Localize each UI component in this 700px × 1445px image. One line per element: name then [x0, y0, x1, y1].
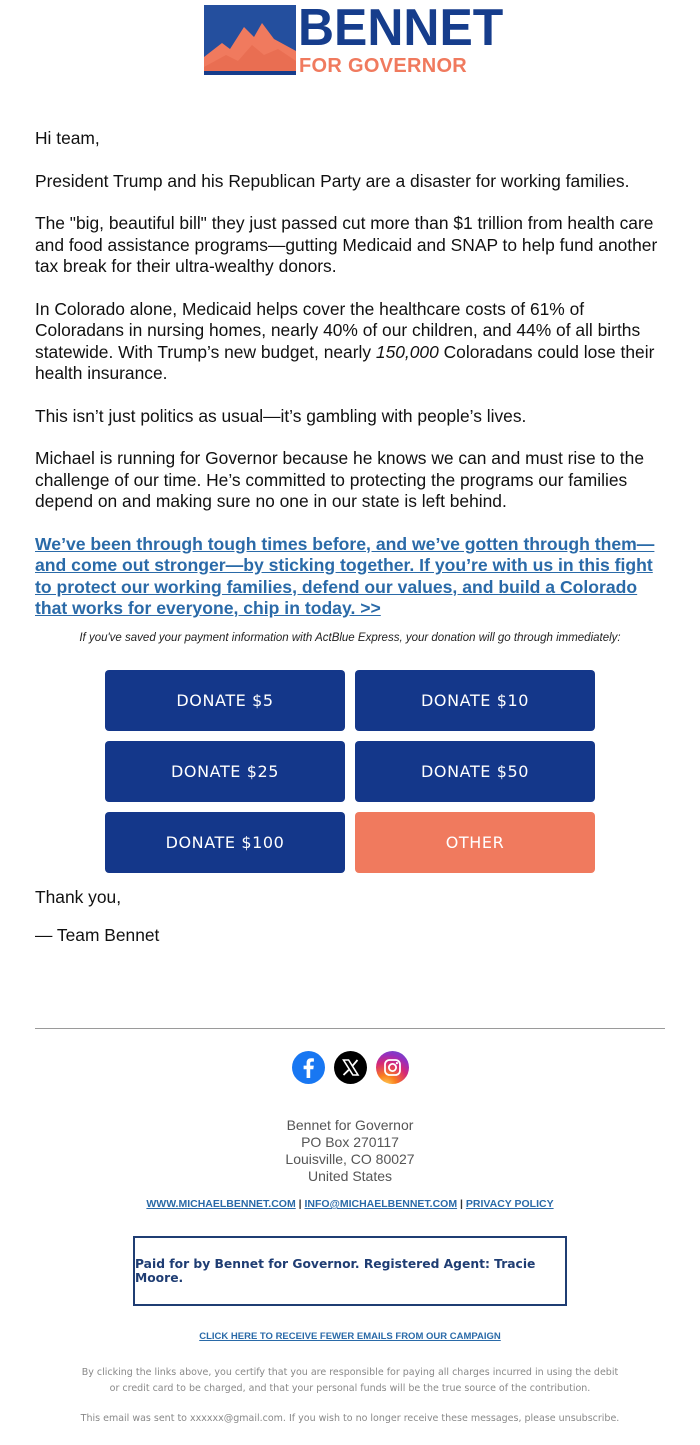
actblue-express-note: If you've saved your payment information with ActBlue Express, your donation will go through immediately:	[79, 631, 621, 644]
footer-links	[0, 1198, 700, 1210]
address-line: Louisville, CO 80027	[285, 1151, 415, 1167]
paragraph-3-emphasis: 150,000	[375, 341, 439, 362]
social-links	[292, 1051, 410, 1084]
address-line: Bennet for Governor	[286, 1117, 414, 1133]
colorado-mountain-logo-icon	[204, 5, 296, 75]
address-line: PO Box 270117	[301, 1134, 399, 1150]
signoff: — Team Bennet	[35, 924, 160, 945]
facebook-icon[interactable]	[292, 1051, 325, 1084]
donate-other-button[interactable]: OTHER	[355, 812, 595, 873]
paid-for-disclaimer	[133, 1236, 567, 1306]
donate-button-grid	[105, 670, 595, 873]
footer-divider	[35, 1028, 665, 1029]
donate-100-button[interactable]: DONATE $100	[105, 812, 345, 873]
legal-disclaimer: By clicking the links above, you certify that you are responsible for paying all charges incurred in using the debit or credit card to be charged, and that your personal funds will be the true source of the contribution.	[81, 1367, 619, 1394]
address-line: United States	[307, 1168, 393, 1184]
donate-50-button[interactable]: DONATE $50	[355, 741, 595, 802]
paragraph-2: The "big, beautiful bill" they just passed cut more than $1 trillion from health care and food assistance programs—gutting Medicaid and SNAP to help fund another tax break for their ultra-wealthy donors.	[35, 213, 658, 276]
x-icon[interactable]	[334, 1051, 367, 1084]
email-link[interactable]: INFO@MICHAELBENNET.COM	[304, 1198, 458, 1210]
thank-you: Thank you,	[35, 887, 122, 907]
logo-subtitle: FOR GOVERNOR	[299, 55, 468, 77]
chip-in-cta-link[interactable]: We’ve been through tough times before, and we’ve gotten through them—and come out stronger—by sticking together. If you’re with us in this fight to protect our working families, defend our values, and build a Colorado that works for everyone, chip in today. >>	[35, 533, 655, 618]
donate-5-button[interactable]: DONATE $5	[105, 670, 345, 731]
website-link[interactable]: WWW.MICHAELBENNET.COM	[146, 1198, 296, 1210]
donate-10-button[interactable]: DONATE $10	[355, 670, 595, 731]
mailing-address	[0, 1117, 700, 1185]
paragraph-3	[35, 299, 665, 385]
closing	[35, 887, 665, 962]
email-body	[35, 128, 665, 659]
privacy-policy-link[interactable]: PRIVACY POLICY	[465, 1198, 554, 1210]
sent-to-notice: This email was sent to xxxxxx@gmail.com. If you wish to no longer receive these messages, please unsubscribe.	[80, 1413, 620, 1424]
paragraph-3-text: In Colorado alone, Medicaid helps cover the healthcare costs of 61% of Coloradans in nursing homes, nearly 40% of our children, and 44% of all births statewide. With Trump’s new budget, nearly	[35, 298, 641, 362]
paragraph-4: This isn’t just politics as usual—it’s gambling with people’s lives.	[35, 405, 527, 426]
paragraph-1: President Trump and his Republican Party are a disaster for working families.	[35, 170, 630, 191]
link-separator: |	[460, 1198, 463, 1210]
logo-wordmark: BENNET	[298, 0, 504, 57]
donate-25-button[interactable]: DONATE $25	[105, 741, 345, 802]
fewer-emails-link[interactable]: CLICK HERE TO RECEIVE FEWER EMAILS FROM OUR CAMPAIGN	[199, 1331, 501, 1342]
paragraph-5: Michael is running for Governor because he knows we can and must rise to the challenge of our time. He’s committed to protecting the programs our families depend on and making sure no one in our state is left behind.	[35, 448, 644, 511]
paragraph-3-end: Coloradans could lose their health insurance.	[35, 341, 655, 383]
instagram-icon[interactable]	[376, 1051, 409, 1084]
fewer-emails	[0, 1331, 700, 1342]
paid-for-text: Paid for by Bennet for Governor. Registered Agent: Tracie Moore.	[135, 1257, 536, 1285]
link-separator: |	[298, 1198, 302, 1210]
greeting: Hi team,	[35, 128, 100, 148]
bennet-logo[interactable]	[204, 0, 504, 77]
